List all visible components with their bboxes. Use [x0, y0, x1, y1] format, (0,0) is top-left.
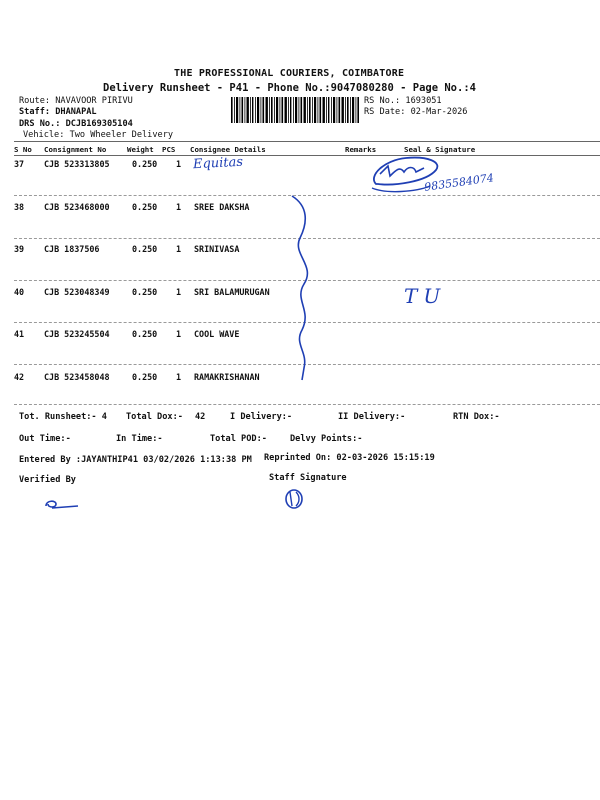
i-delivery: I Delivery:-	[230, 412, 293, 422]
drs-number: DRS No.: DCJB169305104	[19, 119, 133, 129]
col-s-no: S No	[14, 145, 32, 154]
row-pcs: 1	[176, 372, 182, 382]
handwritten-phone: 9835584074	[423, 171, 495, 194]
row-s-no: 39	[14, 244, 25, 254]
rtn-dox: RTN Dox:-	[453, 412, 500, 422]
row-consignee: SRI BALAMURUGAN	[194, 287, 270, 297]
vehicle-label: Vehicle: Two Wheeler Delivery	[23, 130, 174, 140]
delivery-points: Delvy Points:-	[290, 434, 363, 444]
row-pcs: 1	[176, 159, 182, 169]
row-weight: 0.250	[132, 372, 158, 382]
row-s-no: 40	[14, 287, 25, 297]
ii-delivery: II Delivery:-	[338, 412, 406, 422]
col-weight: Weight	[127, 145, 154, 154]
row-consignment: CJB 523468000	[44, 202, 110, 212]
row-consignment: CJB 523458048	[44, 372, 110, 382]
row-pcs: 1	[176, 329, 182, 339]
row-weight: 0.250	[132, 329, 158, 339]
total-dox-label: Total Dox:-	[126, 412, 183, 422]
total-runsheet: Tot. Runsheet:- 4	[19, 412, 107, 422]
row-s-no: 41	[14, 329, 25, 339]
rs-date: RS Date: 02-Mar-2026	[364, 107, 468, 117]
entered-by: Entered By :JAYANTHIP41 03/02/2026 1:13:38 PM	[19, 455, 252, 465]
handwritten-mark: TU	[404, 284, 447, 308]
row-consignee: COOL WAVE	[194, 329, 240, 339]
in-time: In Time:-	[116, 434, 163, 444]
verifier-signature	[42, 496, 82, 512]
out-time: Out Time:-	[19, 434, 71, 444]
ditto-line	[286, 192, 322, 384]
row-consignment: CJB 1837506	[44, 244, 100, 254]
row-s-no: 42	[14, 372, 25, 382]
col-consignment: Consignment No	[44, 145, 107, 154]
row-divider	[14, 404, 600, 405]
reprinted-on: Reprinted On: 02-03-2026 15:15:19	[264, 453, 435, 463]
row-weight: 0.250	[132, 159, 158, 169]
staff-label: Staff: DHANAPAL	[19, 107, 97, 117]
row-consignee: SRINIVASA	[194, 244, 240, 254]
staff-signature-label: Staff Signature	[269, 473, 347, 483]
col-seal-signature: Seal & Signature	[404, 145, 476, 154]
row-weight: 0.250	[132, 244, 158, 254]
col-remarks: Remarks	[345, 145, 377, 154]
col-pcs: PCS	[162, 145, 176, 154]
barcode	[231, 97, 359, 123]
row-consignment: CJB 523245504	[44, 329, 110, 339]
row-pcs: 1	[176, 202, 182, 212]
row-weight: 0.250	[132, 287, 158, 297]
staff-signature-mark	[284, 488, 304, 510]
row-consignee: RAMAKRISHANAN	[194, 372, 260, 382]
table-top-rule	[14, 141, 600, 142]
route-label: Route: NAVAVOOR PIRIVU	[19, 96, 133, 106]
verified-by-label: Verified By	[19, 475, 76, 485]
handwritten-consignee: Equitas	[192, 154, 244, 173]
runsheet-title: Delivery Runsheet - P41 - Phone No.:9047080280 - Page No.:4	[103, 82, 476, 94]
row-consignment: CJB 523313805	[44, 159, 110, 169]
row-pcs: 1	[176, 244, 182, 254]
row-consignment: CJB 523048349	[44, 287, 110, 297]
col-consignee: Consignee Details	[190, 145, 266, 154]
row-pcs: 1	[176, 287, 182, 297]
total-pod: Total POD:-	[210, 434, 267, 444]
row-consignee: SREE DAKSHA	[194, 202, 250, 212]
rs-number: RS No.: 1693051	[364, 96, 442, 106]
row-weight: 0.250	[132, 202, 158, 212]
row-s-no: 37	[14, 159, 25, 169]
company-title: THE PROFESSIONAL COURIERS, COIMBATORE	[174, 68, 405, 79]
total-dox-value: 42	[195, 412, 206, 422]
row-s-no: 38	[14, 202, 25, 212]
header-bottom-rule	[14, 155, 600, 156]
